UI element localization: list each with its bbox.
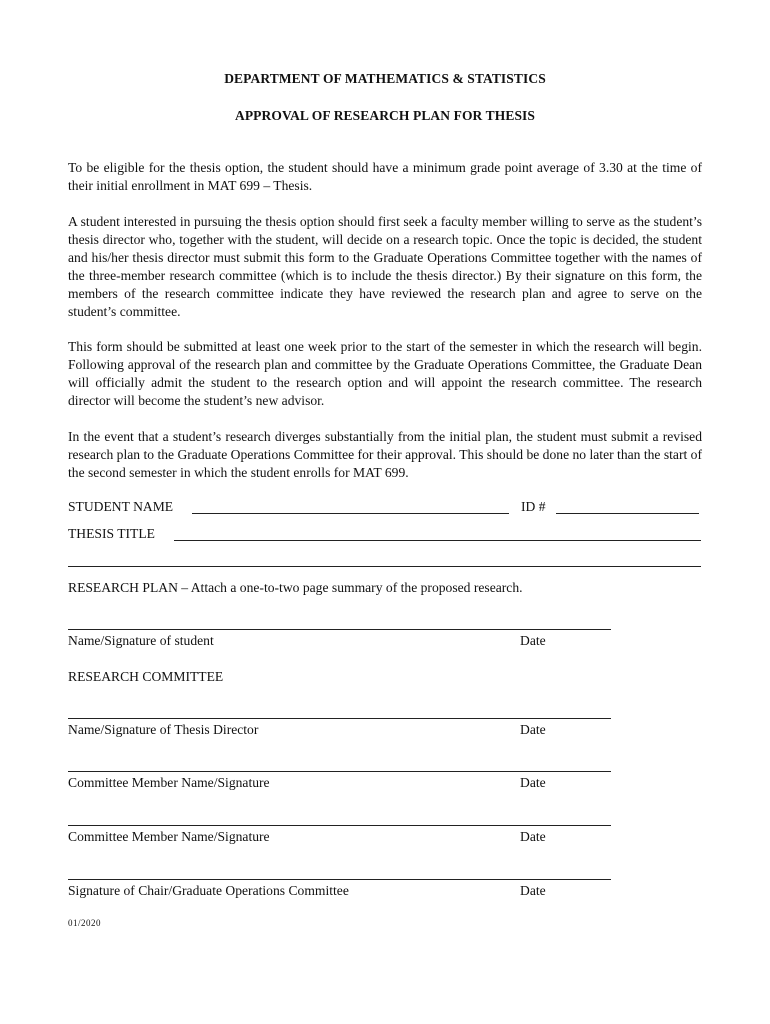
submission-paragraph: This form should be submitted at least one week prior to the start of the semester in which the research will begin. Following approval of the research plan and committee by the Graduate Operations Committee, the Graduate Dean will officially admit the student to the research option and will appoint the research committee. The research director will become the student’s new advisor. xyxy=(68,339,702,408)
department-heading: DEPARTMENT OF MATHEMATICS & STATISTICS xyxy=(224,71,546,86)
member1-date-label: Date xyxy=(520,775,546,790)
id-label: ID # xyxy=(521,499,546,514)
member1-signature-label: Committee Member Name/Signature xyxy=(68,775,270,790)
student-name-line[interactable] xyxy=(192,513,509,514)
member1-signature-line[interactable] xyxy=(68,771,611,772)
student-name-label: STUDENT NAME xyxy=(68,499,174,514)
thesis-title-label: THESIS TITLE xyxy=(68,526,155,541)
thesis-title-line-2[interactable] xyxy=(68,566,701,567)
form-title: APPROVAL OF RESEARCH PLAN FOR THESIS xyxy=(234,108,536,123)
chair-signature-label: Signature of Chair/Graduate Operations Committee xyxy=(68,883,349,898)
student-signature-line[interactable] xyxy=(68,629,611,630)
chair-date-label: Date xyxy=(520,883,546,898)
revision-date: 01/2020 xyxy=(68,918,102,928)
revision-paragraph: In the event that a student’s research diverges substantially from the initial plan, the student must submit a revised research plan to the Graduate Operations Committee for their approval. This should be done no later than the start of the second semester in which the student enrolls for MAT 699. xyxy=(68,429,702,480)
research-plan-instruction: RESEARCH PLAN – Attach a one-to-two page summary of the proposed research. xyxy=(68,580,523,595)
thesis-title-line[interactable] xyxy=(174,540,701,541)
member2-signature-line[interactable] xyxy=(68,825,611,826)
eligibility-paragraph: To be eligible for the thesis option, the student should have a minimum grade point average of 3.30 at the time of their initial enrollment in MAT 699 – Thesis. xyxy=(68,160,702,193)
thesis-option-paragraph: A student interested in pursuing the thesis option should first seek a faculty member willing to serve as the student’s thesis director who, together with the student, will decide on a research topic. Once the topic is decided, the student and his/her thesis director must submit this form to the Graduate Operations Committee together with the names of the three-member research committee (which is to include the thesis director.) By their signature on this form, the members of the research committee indicate they have reviewed the research plan and agree to serve on the student’s committee. xyxy=(68,214,702,319)
thesis-director-signature-label: Name/Signature of Thesis Director xyxy=(68,722,259,737)
research-committee-heading: RESEARCH COMMITTEE xyxy=(68,669,224,684)
id-line[interactable] xyxy=(556,513,699,514)
member2-signature-label: Committee Member Name/Signature xyxy=(68,829,270,844)
member2-date-label: Date xyxy=(520,829,546,844)
chair-signature-line[interactable] xyxy=(68,879,611,880)
thesis-director-date-label: Date xyxy=(520,722,546,737)
student-signature-label: Name/Signature of student xyxy=(68,633,214,648)
student-date-label: Date xyxy=(520,633,546,648)
thesis-director-signature-line[interactable] xyxy=(68,718,611,719)
